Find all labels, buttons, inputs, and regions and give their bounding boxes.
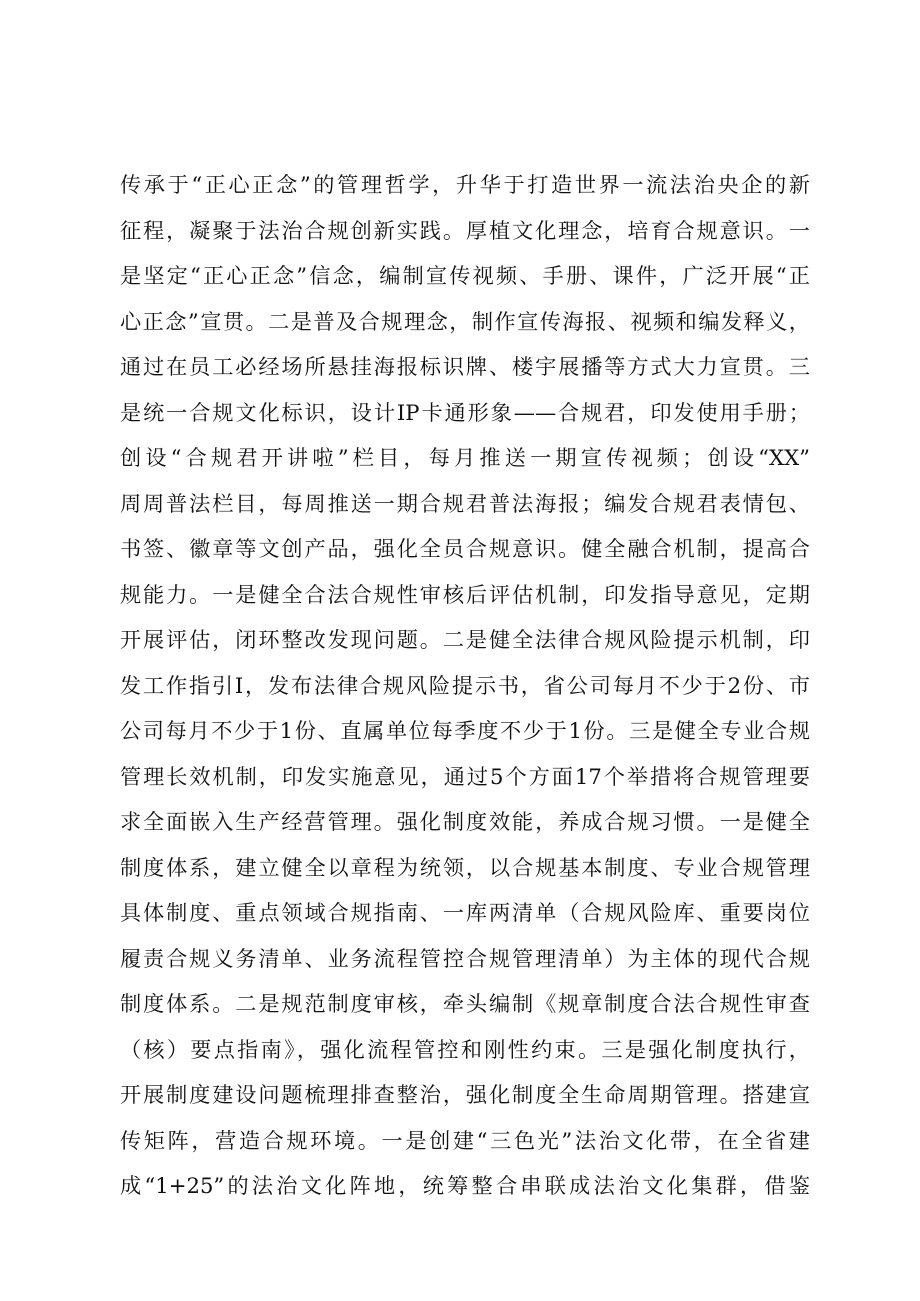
text-line-22: 传矩阵，营造合规环境。一是创建“三色光”法治文化带，在全省建 xyxy=(120,1127,810,1153)
text-line-23: 成“1+25”的法治文化阵地，统筹整合串联成法治文化集群，借鉴 xyxy=(120,1173,810,1198)
text-line-10: 规能力。一是健全合法合规性审核后评估机制，印发指导意见，定期 xyxy=(120,581,810,607)
text-line-9: 书签、徽章等文创产品，强化全员合规意识。健全融合机制，提高合 xyxy=(120,536,810,561)
text-line-16: 制度体系，建立健全以章程为统领，以合规基本制度、专业合规管理 xyxy=(120,854,810,880)
text-line-2: 征程，凝聚于法治合规创新实践。厚植文化理念，培育合规意识。一 xyxy=(120,217,810,243)
body-paragraph xyxy=(120,162,810,1209)
text-line-18: 履责合规义务清单、业务流程管控合规管理清单）为主体的现代合规 xyxy=(120,945,810,971)
text-line-14: 管理长效机制，印发实施意见，通过5个方面17个举措将合规管理要 xyxy=(120,763,810,789)
text-line-7: 创设“合规君开讲啦”栏目，每月推送一期宣传视频；创设“XX” xyxy=(120,445,810,470)
text-line-13: 公司每月不少于1份、直属单位每季度不少于1份。三是健全专业合规 xyxy=(120,718,810,743)
text-line-12: 发工作指引I，发布法律合规风险提示书，省公司每月不少于2份、市 xyxy=(120,672,810,698)
text-line-8: 周周普法栏目，每周推送一期合规君普法海报；编发合规君表情包、 xyxy=(120,490,810,516)
text-line-19: 制度体系。二是规范制度审核，牵头编制《规章制度合法合规性审查 xyxy=(120,991,810,1016)
text-line-3: 是坚定“正心正念”信念，编制宣传视频、手册、课件，广泛开展“正 xyxy=(120,263,810,288)
text-line-4: 心正念”宣贯。二是普及合规理念，制作宣传海报、视频和编发释义， xyxy=(120,308,810,334)
text-line-20: （核）要点指南》，强化流程管控和刚性约束。三是强化制度执行， xyxy=(120,1036,810,1062)
text-line-17: 具体制度、重点领域合规指南、一库两清单（合规风险库、重要岗位 xyxy=(120,900,810,925)
text-line-15: 求全面嵌入生产经营管理。强化制度效能，养成合规习惯。一是健全 xyxy=(120,809,810,834)
text-line-1: 传承于“正心正念”的管理哲学，升华于打造世界一流法治央企的新 xyxy=(120,172,810,197)
text-line-21: 开展制度建设问题梳理排查整治，强化制度全生命周期管理。搭建宣 xyxy=(120,1082,810,1107)
text-line-11: 开展评估，闭环整改发现问题。二是健全法律合规风险提示机制，印 xyxy=(120,627,810,652)
text-line-6: 是统一合规文化标识，设计IP卡通形象——合规君，印发使用手册； xyxy=(120,399,810,425)
text-line-5: 通过在员工必经场所悬挂海报标识牌、楼宇展播等方式大力宣贯。三 xyxy=(120,354,810,379)
